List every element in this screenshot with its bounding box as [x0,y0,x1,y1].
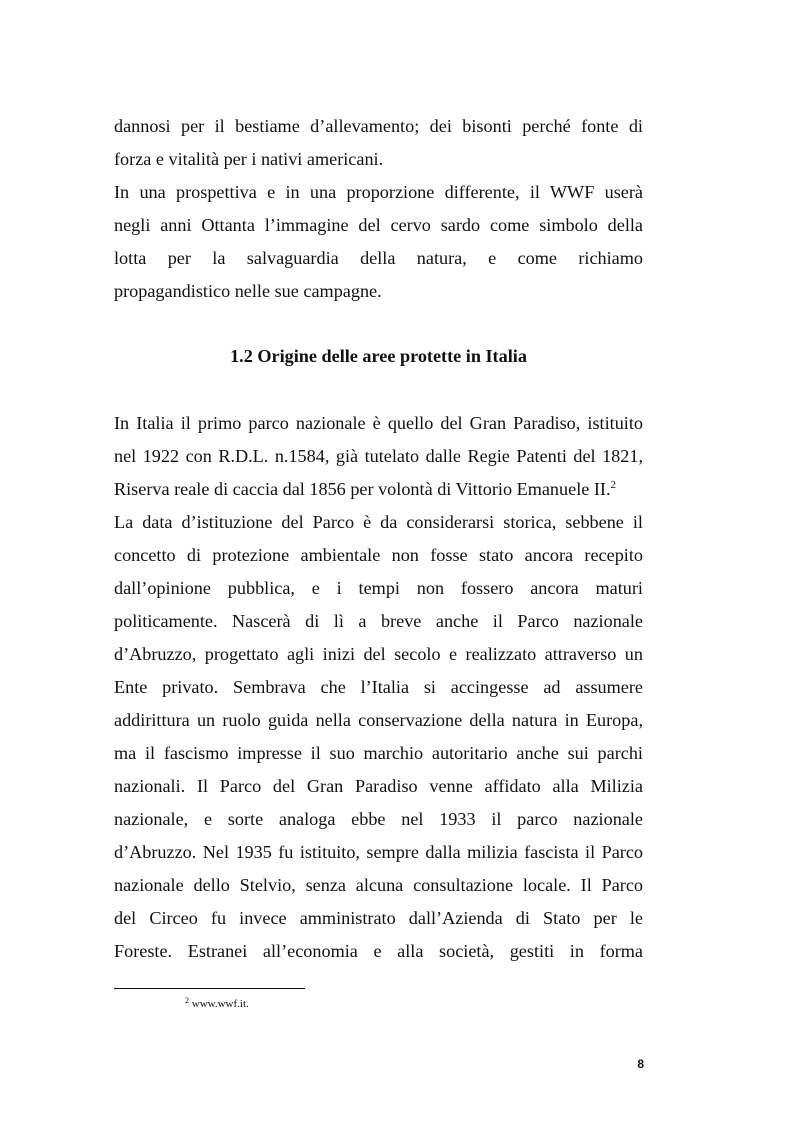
text-line: d’Abruzzo, progettato agli inizi del secolo e realizzato attraverso un [114,644,643,664]
text-line: nazionale dello Stelvio, senza alcuna consultazione locale. Il Parco [114,875,643,895]
paragraph-history [114,506,643,968]
paragraph-continuation [114,110,643,176]
text-line: In una prospettiva e in una proporzione differente, il WWF userà [114,182,643,202]
paragraph-wwf [114,176,643,308]
text-line: politicamente. Nascerà di lì a breve anche il Parco nazionale [114,611,643,631]
text-line: lotta per la salvaguardia della natura, e come richiamo [114,248,643,268]
text-line: del Circeo fu invece amministrato dall’Azienda di Stato per le [114,908,643,928]
text-line: concetto di protezione ambientale non fosse stato ancora recepito [114,545,643,565]
text-line: propagandistico nelle sue campagne. [114,281,382,301]
text-line: Foreste. Estranei all’economia e alla società, gestiti in forma [114,941,643,961]
text-line: negli anni Ottanta l’immagine del cervo sardo come simbolo della [114,215,643,235]
text-line: dannosi per il bestiame d’allevamento; dei bisonti perché fonte di [114,116,643,136]
text-line-content: Riserva reale di caccia dal 1856 per volontà di Vittorio Emanuele II. [114,479,611,499]
footnote-marker: 2 [185,996,189,1005]
footnote-divider [114,988,305,989]
footnote [185,996,249,1012]
footnote-reference[interactable]: 2 [610,479,617,491]
text-line: Ente privato. Sembrava che l’Italia si accingesse ad assumere [114,677,643,697]
text-line: ma il fascismo impresse il suo marchio autoritario anche sui parchi [114,743,643,763]
text-line: In Italia il primo parco nazionale è quello del Gran Paradiso, istituito [114,413,643,433]
paragraph-gran-paradiso [114,407,643,506]
footnote-text[interactable]: www.wwf.it. [191,998,249,1010]
section-heading: 1.2 Origine delle aree protette in Italia [230,346,527,366]
text-line [114,473,643,506]
text-line: dall’opinione pubblica, e i tempi non fossero ancora maturi [114,578,643,598]
page-number: 8 [637,1057,644,1071]
text-line: nazionali. Il Parco del Gran Paradiso venne affidato alla Milizia [114,776,643,796]
text-line: nel 1922 con R.D.L. n.1584, già tutelato dalle Regie Patenti del 1821, [114,446,643,466]
text-line: forza e vitalità per i nativi americani. [114,149,384,169]
text-line: d’Abruzzo. Nel 1935 fu istituito, sempre dalla milizia fascista il Parco [114,842,643,862]
text-line: addirittura un ruolo guida nella conservazione della natura in Europa, [114,710,643,730]
text-line: La data d’istituzione del Parco è da considerarsi storica, sebbene il [114,512,643,532]
text-line: nazionale, e sorte analoga ebbe nel 1933 il parco nazionale [114,809,643,829]
